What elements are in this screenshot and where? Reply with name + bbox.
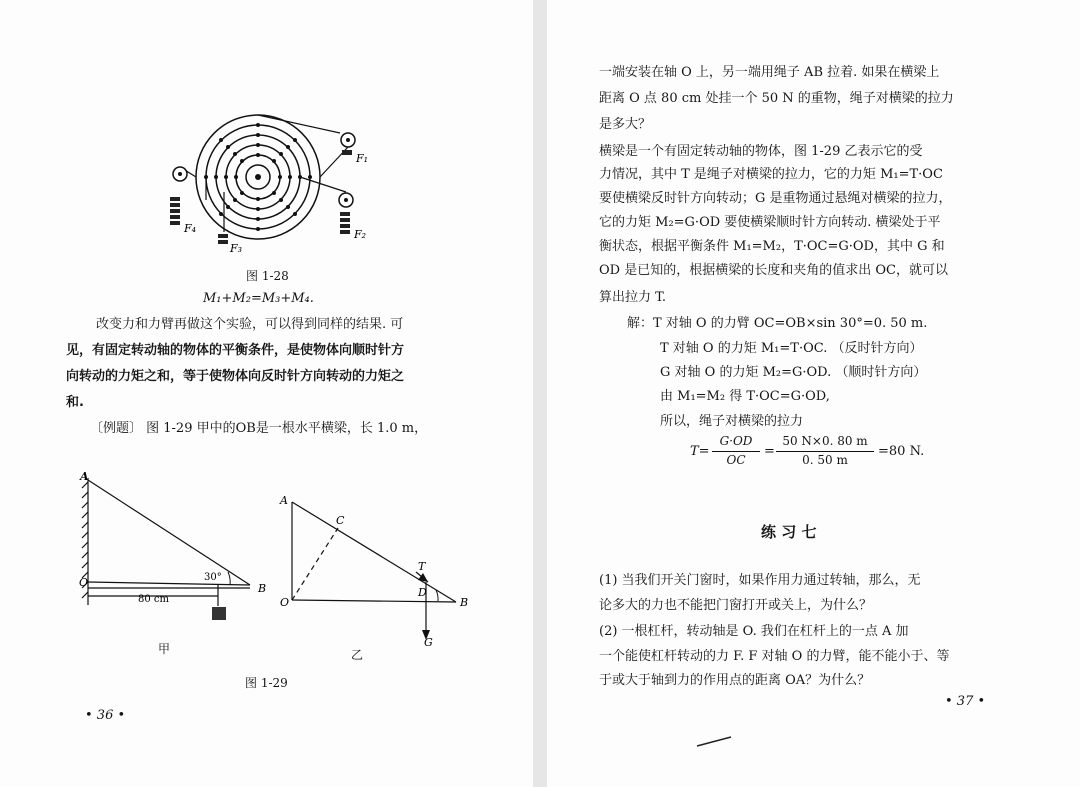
body-line-7: 它的力矩 M₂=G·OD 要使横梁顺时针方向转动. 横梁处于平 bbox=[599, 215, 941, 230]
body-line-8: 衡状态，根据平衡条件 M₁=M₂，T·OC=G·OD，其中 G 和 bbox=[599, 239, 945, 254]
figure-1-29-yi bbox=[276, 490, 476, 650]
formula-den2: 0. 50 m bbox=[802, 453, 848, 467]
right-page bbox=[547, 0, 1080, 787]
tension-formula bbox=[690, 432, 950, 472]
paragraph-line-2: 见，有固定转动轴的物体的平衡条件，是使物体向顺时针方 bbox=[66, 343, 405, 358]
body-line-1: 一端安装在轴 O 上，另一端用绳子 AB 拉着. 如果在横梁上 bbox=[599, 65, 940, 80]
exercise-line-4: 一个能使杠杆转动的力 F. F 对轴 O 的力臂，能不能小于、等 bbox=[599, 649, 950, 664]
figure-1-29-jia bbox=[78, 470, 273, 620]
solution-line-5: 所以，绳子对横梁的拉力 bbox=[660, 414, 804, 429]
paragraph-line-3: 向转动的力矩之和，等于使物体向反时针方向转动的力矩之 bbox=[66, 369, 405, 384]
jia-label-a: A bbox=[80, 470, 89, 483]
page-number-right: • 37 • bbox=[945, 694, 986, 709]
formula-eq2: = bbox=[764, 444, 775, 459]
yi-label-d: D bbox=[418, 586, 427, 599]
yi-label-b: B bbox=[460, 596, 469, 609]
yi-caption: 乙 bbox=[351, 648, 364, 662]
solution-line-2: T 对轴 O 的力矩 M₁=T·OC. （反时针方向） bbox=[660, 341, 923, 356]
moment-equation: M₁+M₂=M₃+M₄. bbox=[203, 291, 314, 306]
formula-lhs: T= bbox=[690, 444, 710, 459]
fraction-bar-1 bbox=[712, 451, 760, 452]
formula-num1: G·OD bbox=[719, 434, 753, 448]
jia-caption: 甲 bbox=[158, 642, 171, 656]
exercise-line-5: 于或大于轴到力的作用点的距离 OA？为什么？ bbox=[599, 673, 871, 688]
solution-line-4: 由 M₁=M₂ 得 T·OC=G·OD, bbox=[660, 389, 830, 404]
left-page bbox=[0, 0, 533, 787]
formula-result: =80 N. bbox=[878, 444, 925, 459]
fig128-label-f2: F₂ bbox=[354, 228, 367, 241]
jia-label-o: O bbox=[79, 576, 89, 589]
figure-1-29-caption: 图 1-29 bbox=[245, 676, 288, 690]
fraction-bar-2 bbox=[776, 451, 874, 452]
body-line-4: 横梁是一个有固定转动轴的物体，图 1-29 乙表示它的受 bbox=[599, 144, 923, 159]
page-number-left: • 36 • bbox=[85, 708, 126, 723]
paragraph-line-4: 和. bbox=[66, 395, 84, 410]
exercise-line-1: (1) 当我们开关门窗时，如果作用力通过转轴，那么，无 bbox=[599, 573, 921, 588]
body-line-9: OD 是已知的，根据横梁的长度和夹角的值求出 OC，就可以 bbox=[599, 263, 948, 278]
jia-label-b: B bbox=[258, 582, 267, 595]
exercise-line-3: (2) 一根杠杆，转动轴是 O. 我们在杠杆上的一点 A 加 bbox=[599, 624, 909, 639]
formula-den1: OC bbox=[726, 453, 746, 467]
fig128-label-f4: F₄ bbox=[184, 222, 197, 235]
formula-num2: 50 N×0. 80 m bbox=[782, 434, 868, 448]
yi-label-t: T bbox=[418, 560, 426, 573]
example-line: 〔例题〕 图 1-29 甲中的OB是一根水平横梁，长 1.0 m， bbox=[90, 421, 428, 436]
body-line-3: 是多大？ bbox=[599, 117, 652, 132]
fig128-label-f1: F₁ bbox=[356, 152, 369, 165]
paragraph-line-1: 改变力和力臂再做这个实验，可以得到同样的结果. 可 bbox=[96, 317, 404, 332]
jia-label-angle: 30° bbox=[204, 572, 222, 583]
body-line-6: 要使横梁反时针方向转动；G 是重物通过悬绳对横梁的拉力， bbox=[599, 191, 952, 206]
body-line-10: 算出拉力 T. bbox=[599, 290, 667, 305]
body-line-5: 力情况，其中 T 是绳子对横梁的拉力，它的力矩 M₁=T·OC bbox=[599, 167, 943, 182]
exercise-title: 练 习 七 bbox=[761, 523, 817, 541]
yi-label-a: A bbox=[280, 494, 288, 507]
figure-1-28 bbox=[160, 112, 380, 262]
solution-line-1: 解：T 对轴 O 的力臂 OC=OB×sin 30°=0. 50 m. bbox=[627, 316, 928, 331]
yi-label-o: O bbox=[280, 596, 290, 609]
yi-label-g: G bbox=[424, 636, 433, 649]
fig128-label-f3: F₃ bbox=[230, 242, 243, 255]
jia-label-dist: 80 cm bbox=[138, 594, 169, 605]
solution-line-3: G 对轴 O 的力矩 M₂=G·OD. （顺时针方向） bbox=[660, 365, 927, 380]
body-line-2: 距离 O 点 80 cm 处挂一个 50 N 的重物，绳子对横梁的拉力 bbox=[599, 91, 954, 106]
figure-1-28-caption: 图 1-28 bbox=[246, 269, 289, 283]
yi-label-c: C bbox=[336, 514, 345, 527]
exercise-line-2: 论多大的力也不能把门窗打开或关上，为什么？ bbox=[599, 598, 873, 613]
pen-stroke-mark bbox=[695, 735, 735, 749]
book-gutter bbox=[533, 0, 547, 787]
